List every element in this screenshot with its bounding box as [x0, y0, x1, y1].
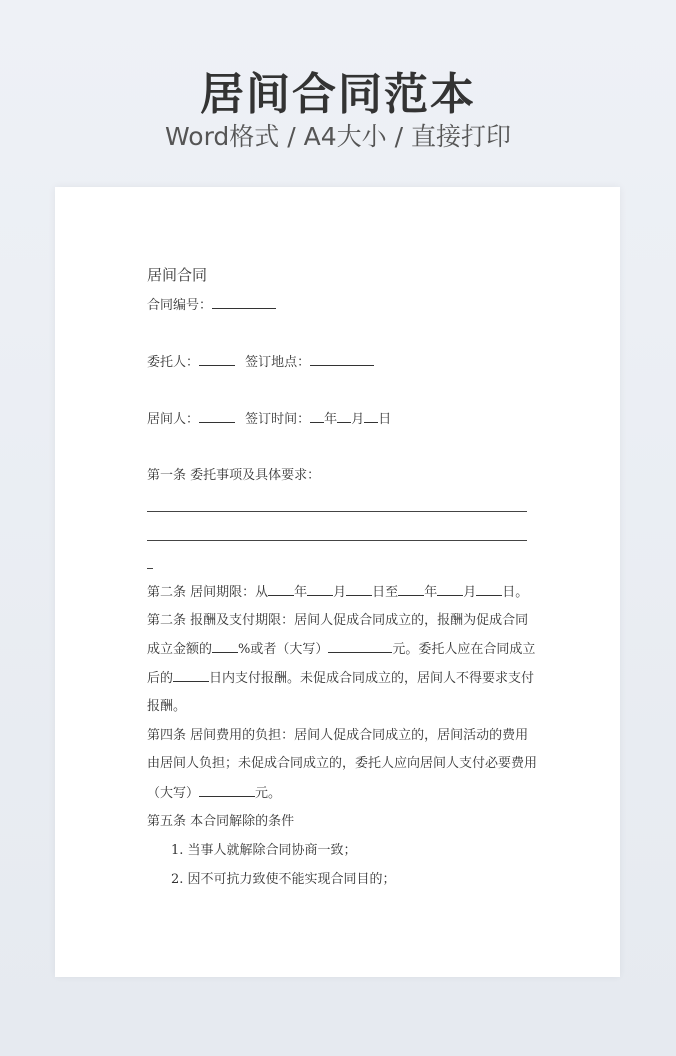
list-item-2: 2. 因不可抗力致使不能实现合同目的； [171, 872, 396, 887]
commission-percent-blank[interactable] [212, 640, 238, 653]
period-start-year-label: 年 [294, 585, 308, 600]
article-5: 第五条 本合同解除的条件 [147, 814, 295, 829]
period-end-day-blank[interactable] [476, 583, 502, 596]
contract-number-blank[interactable] [212, 296, 276, 309]
commission-amount-blank[interactable] [328, 640, 392, 653]
requirements-rule-3[interactable] [147, 568, 153, 569]
article-2-text: 第二条 居间期限：从 [147, 585, 269, 600]
period-end-month-label: 月 [463, 585, 477, 600]
requirements-rule-2[interactable] [147, 540, 527, 541]
article-3-text-d: 后的 [147, 671, 174, 686]
article-4-line-1: 第四条 居间费用的负担：居间人促成合同成立的，居间活动的费用 [147, 728, 529, 743]
article-3-line-4: 报酬。 [147, 699, 187, 714]
period-start-month-label: 月 [333, 585, 347, 600]
broker-blank[interactable] [199, 410, 235, 423]
broker-line [147, 410, 391, 429]
contract-number-line [147, 296, 276, 315]
sign-month-label: 月 [351, 412, 365, 427]
payment-days-blank[interactable] [173, 669, 209, 682]
sign-place-blank[interactable] [310, 353, 374, 366]
sign-place-label: 签订地点： [245, 355, 311, 370]
document-heading: 居间合同 [147, 266, 208, 284]
period-start-year-blank[interactable] [268, 583, 294, 596]
article-3-text-c: 元。委托人应在合同成立 [392, 642, 536, 657]
article-4-line-3 [147, 784, 281, 803]
banner-subtitle: Word格式 / A4大小 / 直接打印 [165, 122, 511, 151]
article-3-text-b: %或者（大写） [238, 642, 329, 657]
contract-number-label: 合同编号： [147, 298, 213, 313]
sign-day-label: 日 [378, 412, 392, 427]
expense-amount-blank[interactable] [199, 784, 255, 797]
article-1: 第一条 委托事项及具体要求： [147, 468, 321, 483]
client-blank[interactable] [199, 353, 235, 366]
article-4-text-a: （大写） [147, 786, 200, 801]
sign-month-blank[interactable] [337, 410, 351, 423]
banner-title: 居间合同范本 [200, 69, 476, 120]
period-end-year-blank[interactable] [398, 583, 424, 596]
article-3-line-1: 第二条 报酬及支付期限：居间人促成合同成立的，报酬为促成合同 [147, 613, 529, 628]
client-line [147, 353, 374, 372]
sign-year-label: 年 [324, 412, 338, 427]
period-start-day-label: 日至 [372, 585, 399, 600]
requirements-rule-1[interactable] [147, 511, 527, 512]
document-page [55, 187, 620, 977]
period-end-year-label: 年 [424, 585, 438, 600]
sign-time-label: 签订时间： [245, 412, 311, 427]
client-label: 委托人： [147, 355, 200, 370]
sign-day-blank[interactable] [364, 410, 378, 423]
period-end-day-label: 日。 [502, 585, 529, 600]
period-end-month-blank[interactable] [437, 583, 463, 596]
period-start-day-blank[interactable] [346, 583, 372, 596]
broker-label: 居间人： [147, 412, 200, 427]
article-3-line-2 [147, 640, 535, 659]
article-2 [147, 583, 528, 602]
sign-year-blank[interactable] [310, 410, 324, 423]
article-4-text-b: 元。 [255, 786, 282, 801]
article-3-line-3 [147, 669, 534, 688]
article-3-text-e: 日内支付报酬。未促成合同成立的，居间人不得要求支付 [209, 671, 535, 686]
period-start-month-blank[interactable] [307, 583, 333, 596]
article-3-text-a: 成立金额的 [147, 642, 213, 657]
list-item-1: 1. 当事人就解除合同协商一致； [171, 843, 357, 858]
article-4-line-2: 由居间人负担；未促成合同成立的，委托人应向居间人支付必要费用 [147, 756, 538, 771]
